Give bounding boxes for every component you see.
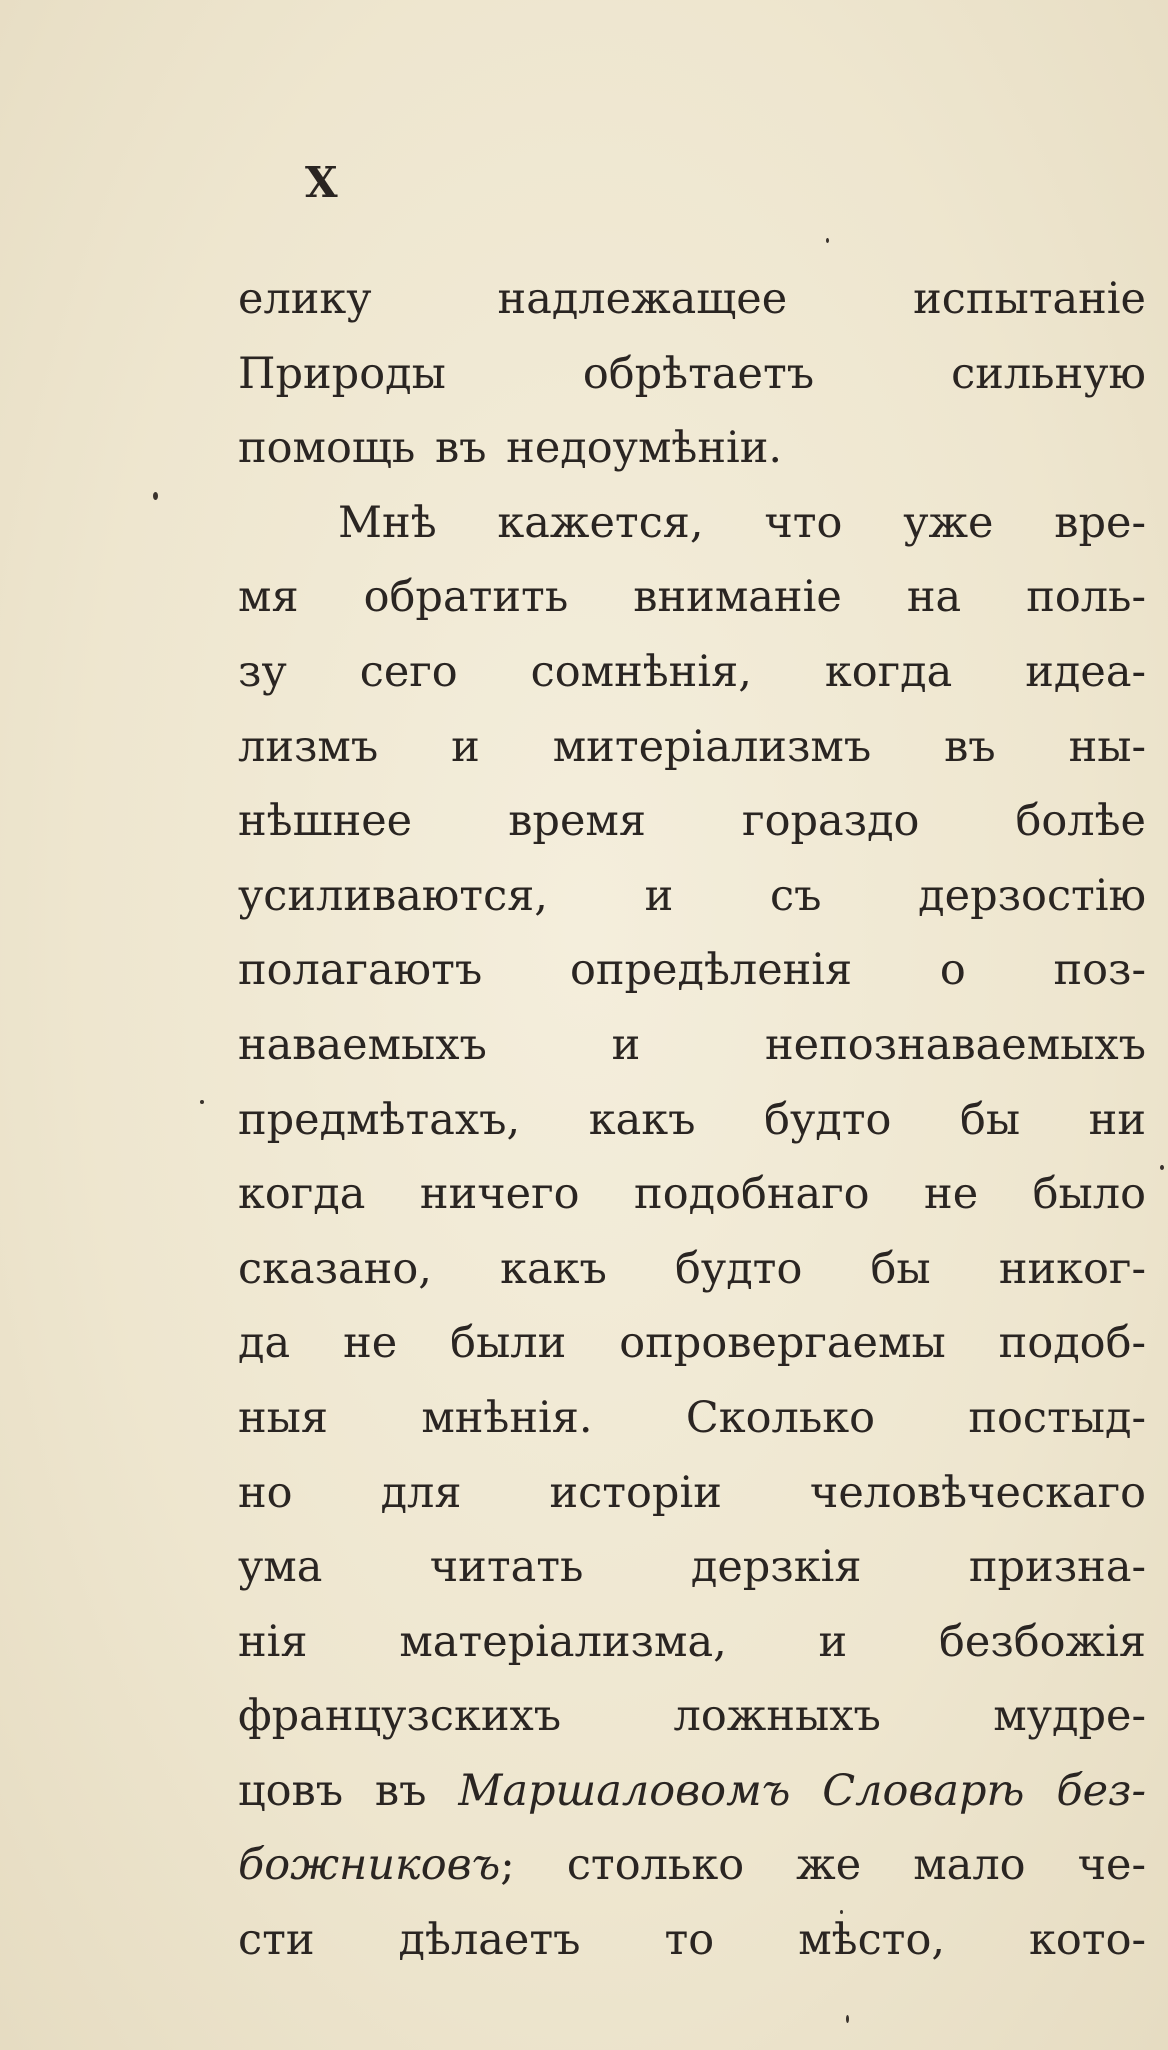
text-line: нія матеріализма, и безбожія xyxy=(238,1616,1146,1667)
text-line: Природы обрѣтаетъ сильную xyxy=(238,348,1146,399)
text-line: мя обратить вниманіе на поль- xyxy=(238,572,1146,623)
text-line-mixed xyxy=(238,1754,1146,1829)
text-fragment: ; столько же мало че- xyxy=(500,1840,1146,1891)
text-fragment: цовъ въ xyxy=(238,1765,459,1816)
text-line: ума читать дерзкія призна- xyxy=(238,1542,1146,1593)
italic-title-fragment: Маршаловомъ Словарѣ без- xyxy=(458,1765,1146,1816)
text-line-mixed xyxy=(238,1828,1146,1903)
page-number: X xyxy=(305,158,339,207)
text-line: полагаютъ опредѣленія о поз- xyxy=(238,945,1146,996)
text-line: предмѣтахъ, какъ будто бы ни xyxy=(238,1094,1146,1145)
text-line: да не были опровергаемы подоб- xyxy=(238,1318,1146,1369)
italic-title-fragment: божниковъ xyxy=(238,1840,501,1891)
text-line: сказано, какъ будто бы никог- xyxy=(238,1243,1146,1294)
paper-speck xyxy=(846,2015,849,2023)
text-line: елику надлежащее испытаніе xyxy=(238,274,1146,324)
text-line: сти дѣлаетъ то мѣсто, кото- xyxy=(238,1915,1146,1966)
body-text xyxy=(238,262,1156,1978)
text-line: но для исторіи человѣческаго xyxy=(238,1467,1146,1518)
text-line: помощь въ недоумѣніи. xyxy=(238,423,783,474)
text-line: Мнѣ кажется, что уже вре- xyxy=(338,497,1146,548)
paper-speck xyxy=(200,1100,204,1104)
text-line: нѣшнее время гораздо болѣе xyxy=(238,796,1146,847)
text-line: когда ничего подобнаго не было xyxy=(238,1169,1146,1220)
text-line: зу сего сомнѣнія, когда идеа- xyxy=(238,646,1146,697)
text-line: французскихъ ложныхъ мудре- xyxy=(238,1691,1146,1742)
paper-speck xyxy=(826,238,829,243)
text-line: лизмъ и митеріализмъ въ ны- xyxy=(238,721,1146,772)
text-line: ныя мнѣнія. Сколько постыд- xyxy=(238,1392,1146,1443)
text-line: наваемыхъ и непознаваемыхъ xyxy=(238,1019,1146,1070)
paper-speck xyxy=(1160,1165,1164,1170)
paper-speck xyxy=(153,492,158,500)
text-line: усиливаются, и съ дерзостію xyxy=(238,870,1146,921)
paper-speck xyxy=(840,1910,843,1914)
